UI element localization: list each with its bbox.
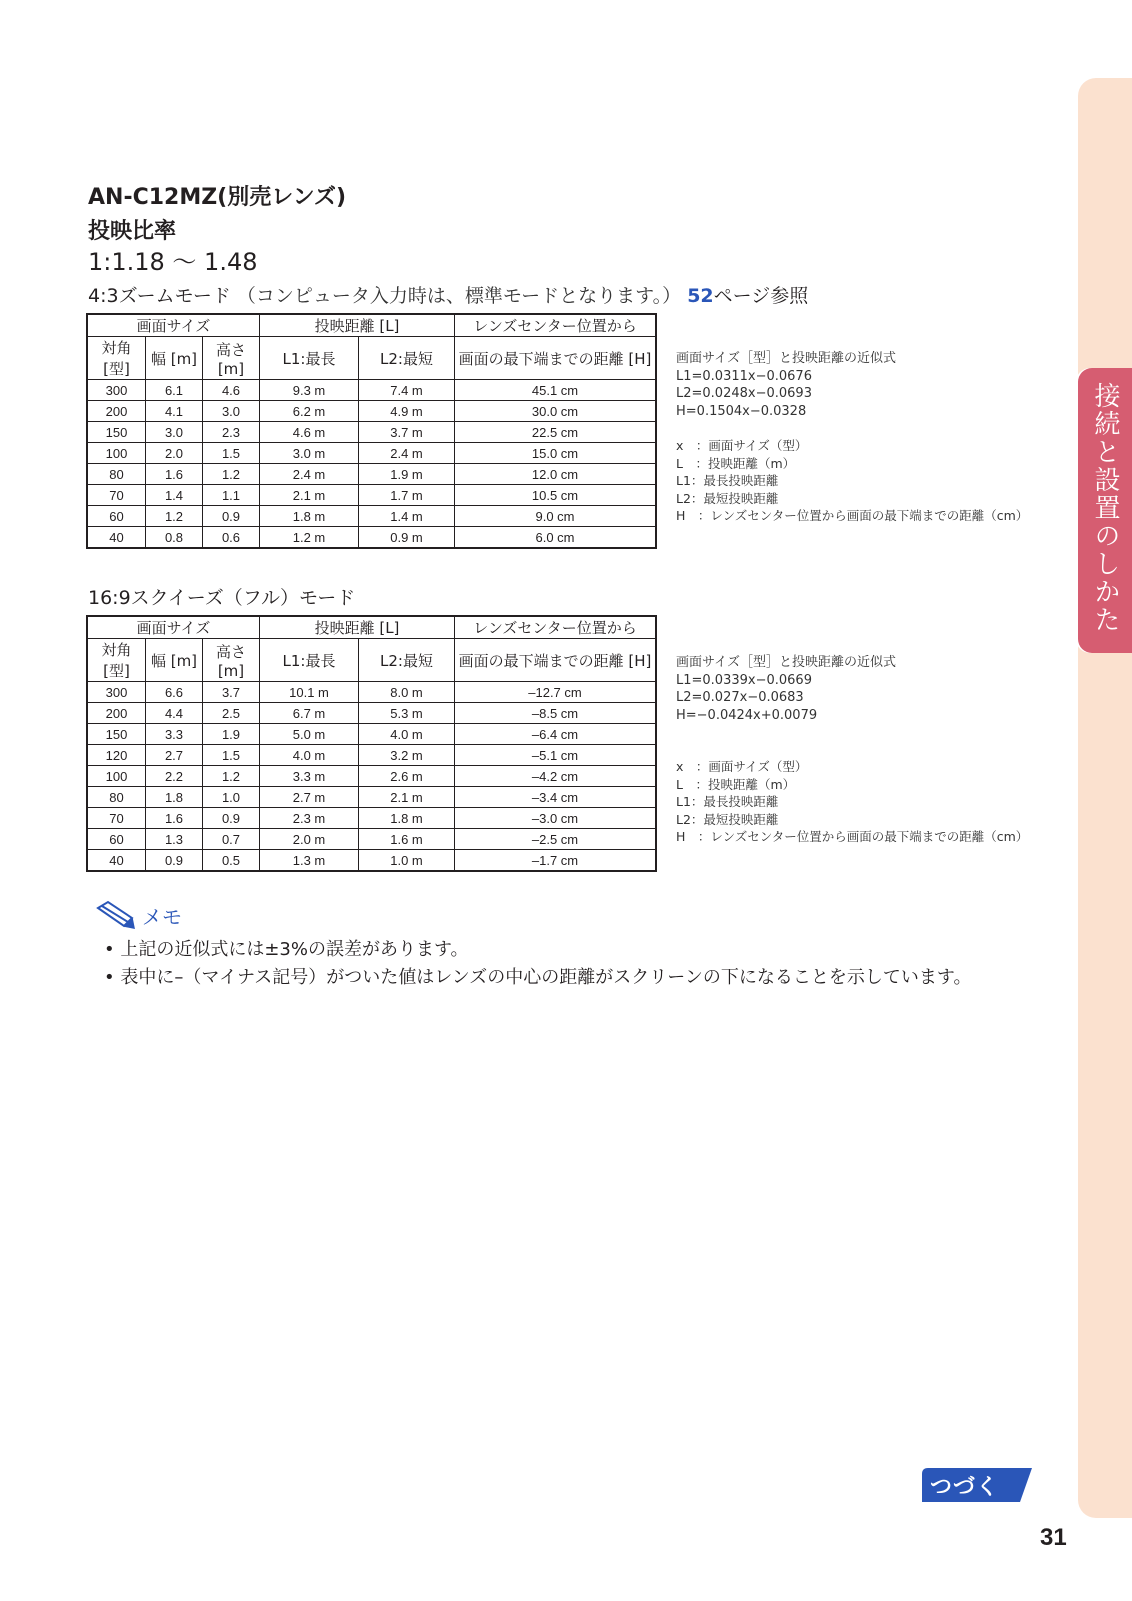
table-cell: 2.4 m [260, 464, 359, 485]
table-cell: 2.6 m [359, 766, 455, 787]
section2-formula [676, 654, 896, 724]
col-distance: 投映距離 [L] [260, 616, 455, 639]
legend-l1: L1：最長投映距離 [676, 794, 779, 809]
table-cell: 5.3 m [359, 703, 455, 724]
side-index-background [1078, 78, 1132, 1518]
table-row [87, 682, 656, 703]
col-l1: L1:最長 [260, 639, 359, 682]
throw-ratio-value: 1:1.18 ～ 1.48 [88, 248, 258, 276]
table-cell: 15.0 cm [455, 443, 657, 464]
col-lens-center: レンズセンター位置から [455, 616, 657, 639]
table-cell: 2.1 m [260, 485, 359, 506]
memo-label: メモ [142, 904, 182, 929]
col-lens-bottom: 画面の最下端までの距離 [H] [455, 639, 657, 682]
table-cell: 200 [87, 401, 146, 422]
table-cell: 1.9 [203, 724, 260, 745]
table-cell: 6.0 cm [455, 527, 657, 549]
pencil-memo-icon [94, 900, 138, 930]
legend-h: H ：レンズセンター位置から画面の最下端までの距離（cm） [676, 829, 1029, 844]
table-row [87, 422, 656, 443]
col-diagonal: 対角 [型] [87, 337, 146, 380]
table-cell: 1.2 [146, 506, 203, 527]
table-cell: 0.8 [146, 527, 203, 549]
table-cell: –1.7 cm [455, 850, 657, 872]
table-cell: 0.6 [203, 527, 260, 549]
table-cell: 3.3 [146, 724, 203, 745]
legend-l2: L2：最短投映距離 [676, 490, 779, 506]
section1-legend [676, 437, 1028, 525]
table-cell: –5.1 cm [455, 745, 657, 766]
legend-l: L ：投映距離（m） [676, 776, 796, 792]
col-lens-center: レンズセンター位置から [455, 314, 657, 337]
section1-ref-suffix: ページ参照 [713, 285, 809, 307]
col-l1: L1:最長 [260, 337, 359, 380]
table-row [87, 506, 656, 527]
col-l2: L2:最短 [359, 337, 455, 380]
table-cell: 1.3 [146, 829, 203, 850]
formula-title: 画面サイズ［型］と投映距離の近似式 [676, 351, 896, 366]
table-cell: 0.9 m [359, 527, 455, 549]
throw-ratio-label: 投映比率 [88, 219, 177, 244]
table-cell: 1.6 [146, 464, 203, 485]
table-cell: 3.2 m [359, 745, 455, 766]
section2-table-body [87, 682, 656, 872]
table-cell: 1.8 m [260, 506, 359, 527]
table-cell: 45.1 cm [455, 380, 657, 401]
table-cell: 1.8 m [359, 808, 455, 829]
table-cell: 3.0 [203, 401, 260, 422]
table-row [87, 724, 656, 745]
table-row [87, 485, 656, 506]
table-cell: 5.0 m [260, 724, 359, 745]
table-row [87, 808, 656, 829]
col-distance: 投映距離 [L] [260, 314, 455, 337]
table-cell: 1.8 [146, 787, 203, 808]
table-cell: 3.7 [203, 682, 260, 703]
table-cell: 1.4 [146, 485, 203, 506]
table-cell: 9.0 cm [455, 506, 657, 527]
table-cell: 6.7 m [260, 703, 359, 724]
table-cell: 7.4 m [359, 380, 455, 401]
table-cell: –3.4 cm [455, 787, 657, 808]
table-cell: 1.6 m [359, 829, 455, 850]
legend-h: H ：レンズセンター位置から画面の最下端までの距離（cm） [676, 508, 1029, 523]
table-cell: –3.0 cm [455, 808, 657, 829]
col-l2: L2:最短 [359, 639, 455, 682]
table-cell: 1.4 m [359, 506, 455, 527]
table-row [87, 766, 656, 787]
table-cell: 150 [87, 422, 146, 443]
page-number: 31 [1040, 1524, 1067, 1551]
section1-subtitle: （コンピュータ入力時は、標準モードとなります。） [236, 285, 682, 307]
table-cell: 70 [87, 485, 146, 506]
table-cell: 120 [87, 745, 146, 766]
table-cell: 6.1 [146, 380, 203, 401]
table-cell: 2.0 m [260, 829, 359, 850]
section2-title: 16:9スクイーズ（フル）モード [88, 587, 356, 609]
table-cell: 2.5 [203, 703, 260, 724]
continue-label[interactable]: つづく [930, 1475, 1000, 1500]
section1-formula [676, 350, 896, 420]
table-cell: 6.2 m [260, 401, 359, 422]
col-screen-size: 画面サイズ [87, 314, 260, 337]
table-cell: 0.9 [203, 808, 260, 829]
legend-x: x ：画面サイズ（型） [676, 438, 808, 453]
table-cell: 2.0 [146, 443, 203, 464]
col-height: 高さ [m] [203, 337, 260, 380]
col-screen-size: 画面サイズ [87, 616, 260, 639]
table-cell: 80 [87, 787, 146, 808]
table-cell: 2.4 m [359, 443, 455, 464]
formula-l1: L1=0.0339x−0.0669 [676, 672, 812, 688]
table-cell: 8.0 m [359, 682, 455, 703]
table-cell: 4.4 [146, 703, 203, 724]
table-cell: 30.0 cm [455, 401, 657, 422]
legend-l: L ：投映距離（m） [676, 455, 796, 471]
table-cell: 3.7 m [359, 422, 455, 443]
table-cell: 1.5 [203, 745, 260, 766]
table-cell: 100 [87, 443, 146, 464]
table-cell: 4.0 m [260, 745, 359, 766]
table-cell: 40 [87, 850, 146, 872]
table-cell: 80 [87, 464, 146, 485]
table-cell: 70 [87, 808, 146, 829]
formula-l1: L1=0.0311x−0.0676 [676, 368, 812, 384]
table-cell: 1.2 [203, 464, 260, 485]
table-cell: 200 [87, 703, 146, 724]
table-row [87, 443, 656, 464]
table-cell: –8.5 cm [455, 703, 657, 724]
table-cell: 1.3 m [260, 850, 359, 872]
table-cell: 4.1 [146, 401, 203, 422]
table-cell: 2.7 m [260, 787, 359, 808]
table-cell: 1.0 m [359, 850, 455, 872]
table-cell: 10.1 m [260, 682, 359, 703]
table-cell: 6.6 [146, 682, 203, 703]
table-cell: 10.5 cm [455, 485, 657, 506]
formula-h: H=−0.0424x+0.0079 [676, 707, 818, 723]
table-cell: 2.7 [146, 745, 203, 766]
table-row [87, 380, 656, 401]
col-lens-bottom: 画面の最下端までの距離 [H] [455, 337, 657, 380]
legend-x: x ：画面サイズ（型） [676, 759, 808, 774]
table-row [87, 829, 656, 850]
table-cell: 1.7 m [359, 485, 455, 506]
table-cell: 2.3 [203, 422, 260, 443]
table-cell: 60 [87, 506, 146, 527]
table-cell: 0.7 [203, 829, 260, 850]
table-cell: 1.1 [203, 485, 260, 506]
table-cell: 2.2 [146, 766, 203, 787]
table-cell: 1.2 [203, 766, 260, 787]
section1-table-body [87, 380, 656, 549]
table-cell: 300 [87, 682, 146, 703]
table-row [87, 703, 656, 724]
table-cell: 4.6 m [260, 422, 359, 443]
memo-note: • 表中に–（マイナス記号）がついた値はレンズの中心の距離がスクリーンの下になることを示しています。 [104, 967, 972, 988]
table-cell: 4.0 m [359, 724, 455, 745]
table-cell: –12.7 cm [455, 682, 657, 703]
table-cell: –2.5 cm [455, 829, 657, 850]
table-cell: –6.4 cm [455, 724, 657, 745]
table-row [87, 527, 656, 549]
table-row [87, 787, 656, 808]
table-cell: 1.0 [203, 787, 260, 808]
table-cell: 4.6 [203, 380, 260, 401]
formula-l2: L2=0.0248x−0.0693 [676, 386, 812, 401]
section2-legend [676, 758, 1028, 846]
table-row [87, 850, 656, 872]
col-width: 幅 [m] [146, 639, 203, 682]
table-cell: 0.9 [146, 850, 203, 872]
col-diagonal: 対角 [型] [87, 639, 146, 682]
col-width: 幅 [m] [146, 337, 203, 380]
section1-mode: 4:3ズームモード [88, 285, 231, 307]
table-cell: 1.2 m [260, 527, 359, 549]
section1-ref-page[interactable]: 52 [687, 285, 714, 307]
table-row [87, 401, 656, 422]
formula-title: 画面サイズ［型］と投映距離の近似式 [676, 655, 896, 670]
table-cell: 100 [87, 766, 146, 787]
table-cell: 1.6 [146, 808, 203, 829]
memo-notes [104, 936, 971, 992]
formula-l2: L2=0.027x−0.0683 [676, 690, 804, 705]
section1-title [88, 284, 808, 308]
section2-table [86, 615, 657, 872]
table-cell: 22.5 cm [455, 422, 657, 443]
memo-note: • 上記の近似式には±3%の誤差があります。 [104, 939, 469, 960]
table-cell: 0.5 [203, 850, 260, 872]
table-cell: 3.3 m [260, 766, 359, 787]
table-cell: –4.2 cm [455, 766, 657, 787]
table-cell: 12.0 cm [455, 464, 657, 485]
table-cell: 3.0 m [260, 443, 359, 464]
model-heading: AN-C12MZ(別売レンズ) [88, 185, 347, 210]
formula-h: H=0.1504x−0.0328 [676, 403, 807, 419]
legend-l1: L1：最長投映距離 [676, 473, 779, 488]
table-cell: 2.3 m [260, 808, 359, 829]
section1-table [86, 313, 657, 549]
table-cell: 1.9 m [359, 464, 455, 485]
side-index-tab-label: 接続と設置のしかた [1090, 382, 1120, 634]
table-cell: 40 [87, 527, 146, 549]
table-cell: 60 [87, 829, 146, 850]
table-cell: 150 [87, 724, 146, 745]
legend-l2: L2：最短投映距離 [676, 811, 779, 827]
table-row [87, 464, 656, 485]
table-cell: 2.1 m [359, 787, 455, 808]
table-row [87, 745, 656, 766]
col-height: 高さ [m] [203, 639, 260, 682]
table-cell: 300 [87, 380, 146, 401]
table-cell: 1.5 [203, 443, 260, 464]
table-cell: 9.3 m [260, 380, 359, 401]
memo-header [94, 900, 182, 930]
table-cell: 0.9 [203, 506, 260, 527]
table-cell: 3.0 [146, 422, 203, 443]
table-cell: 4.9 m [359, 401, 455, 422]
